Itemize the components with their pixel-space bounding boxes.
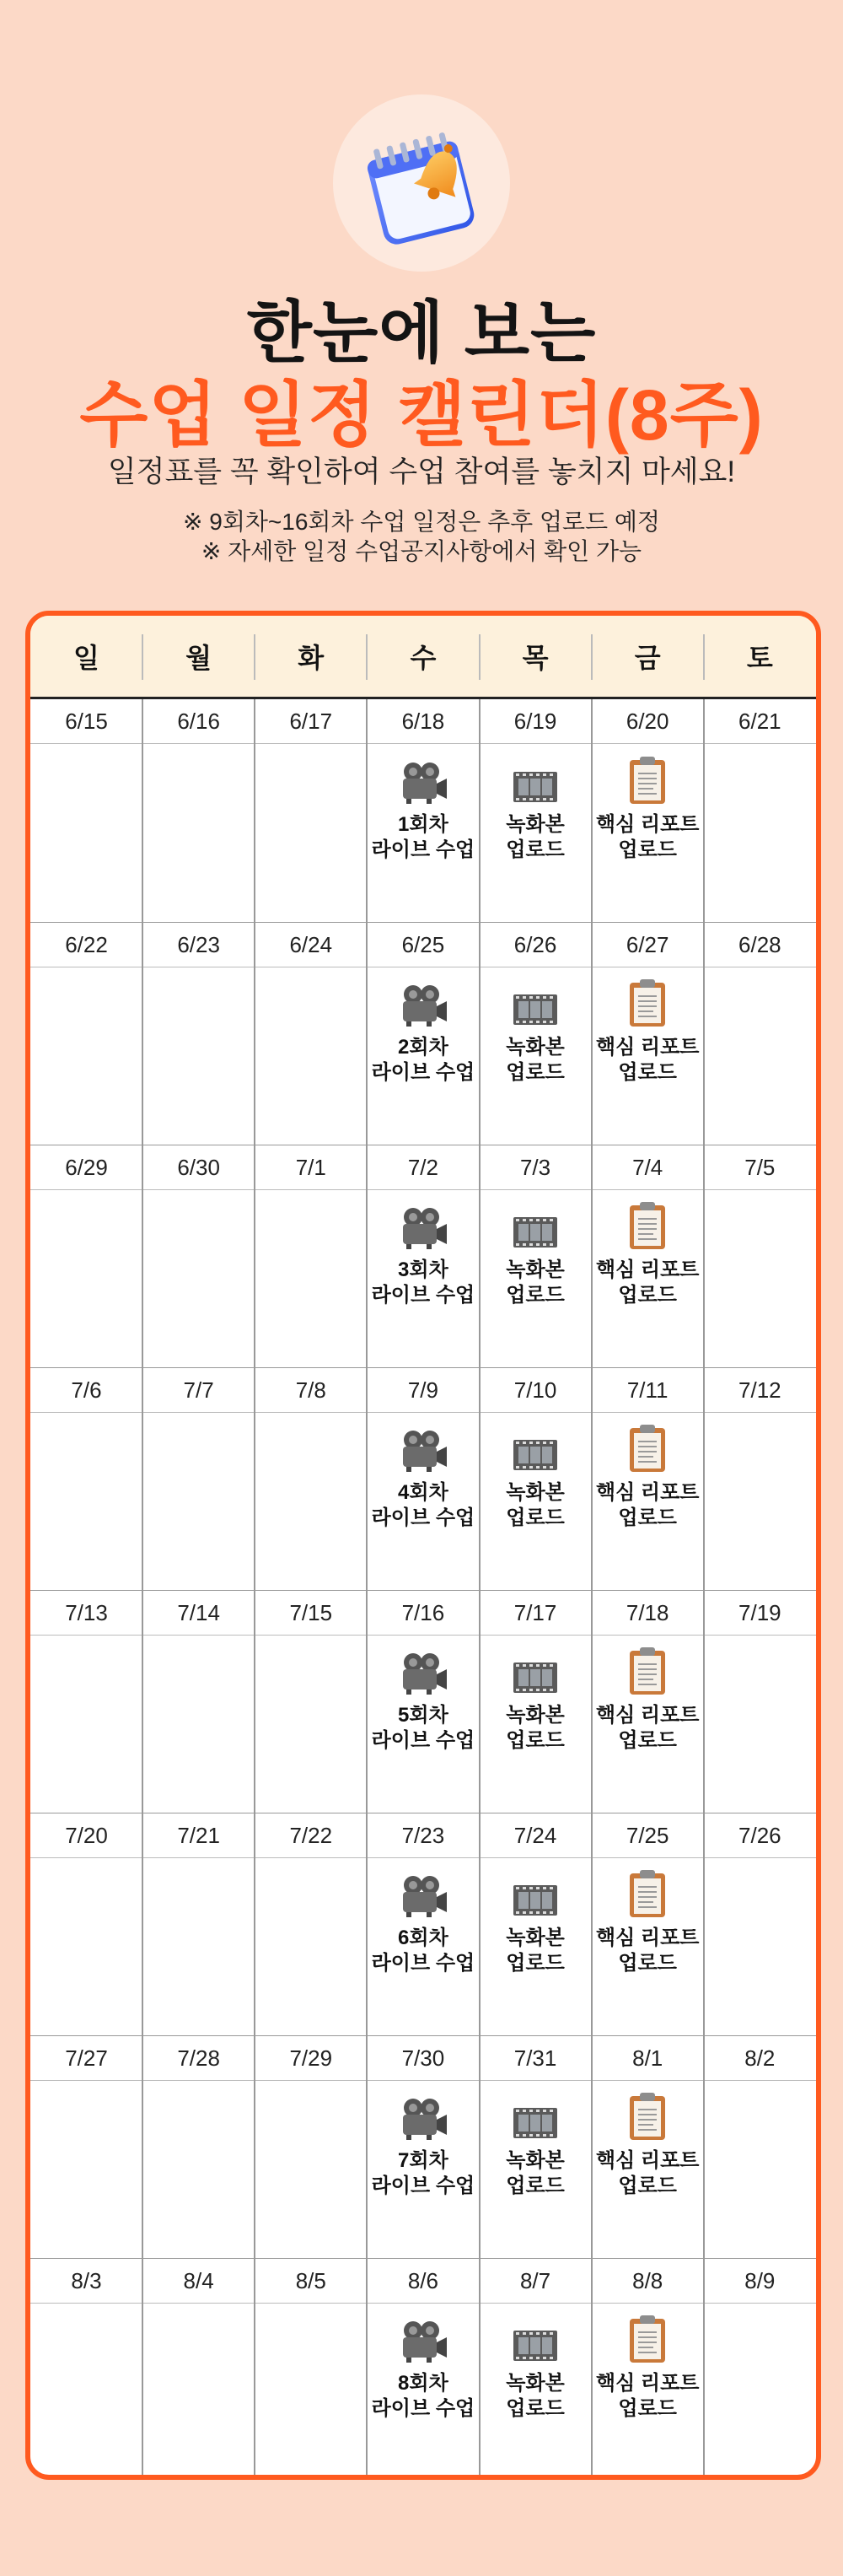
- event-label: 업로드: [618, 1506, 677, 1529]
- week-row: [30, 1590, 816, 1813]
- report-upload-event: [592, 2086, 704, 2199]
- report-upload-event: [592, 750, 704, 863]
- date-cell: 7/8: [295, 1377, 326, 1403]
- recording-upload-event: [480, 973, 592, 1086]
- header-divider: [142, 634, 143, 680]
- date-cell: 7/16: [401, 1599, 445, 1625]
- live-class-event: [367, 1641, 479, 1754]
- event-label: 4회차: [398, 1481, 448, 1504]
- column-divider: [703, 699, 705, 2475]
- clipboard-icon: [592, 973, 704, 1028]
- recording-upload-event: [480, 1863, 592, 1976]
- date-cell: 6/15: [65, 708, 108, 734]
- event-label: 핵심 리포트: [595, 1036, 700, 1059]
- header-divider: [366, 634, 368, 680]
- recording-upload-event: [480, 1195, 592, 1308]
- live-class-event: [367, 1863, 479, 1976]
- date-cell: 7/15: [289, 1599, 333, 1625]
- clipboard-icon: [592, 1418, 704, 1474]
- film-strip-icon: [480, 973, 592, 1028]
- date-cell: 7/10: [513, 1377, 557, 1403]
- date-cell: 7/29: [289, 2045, 333, 2071]
- event-label: 핵심 리포트: [595, 2372, 700, 2395]
- film-strip-icon: [480, 1863, 592, 1919]
- event-label: 핵심 리포트: [595, 813, 700, 836]
- week-row: [30, 1145, 816, 1367]
- event-label: 8회차: [398, 2372, 448, 2395]
- date-cell: 7/18: [626, 1599, 669, 1625]
- movie-camera-icon: [367, 1195, 479, 1251]
- date-cell: 7/22: [289, 1822, 333, 1848]
- date-cell: 7/20: [65, 1822, 108, 1848]
- event-label: 라이브 수업: [371, 2175, 475, 2197]
- column-divider: [254, 699, 255, 2475]
- event-label: 라이브 수업: [371, 1729, 475, 1752]
- event-label: 업로드: [618, 838, 677, 861]
- date-cell: 6/21: [738, 708, 781, 734]
- event-label: 업로드: [618, 1284, 677, 1307]
- event-label: 라이브 수업: [371, 1952, 475, 1975]
- header-divider: [254, 634, 255, 680]
- date-cell: 8/3: [71, 2267, 102, 2293]
- date-cell: 7/28: [177, 2045, 220, 2071]
- recording-upload-event: [480, 1418, 592, 1531]
- clipboard-icon: [592, 2309, 704, 2364]
- movie-camera-icon: [367, 750, 479, 806]
- date-cell: 6/29: [65, 1154, 108, 1180]
- week-row: [30, 699, 816, 922]
- week-row: [30, 1367, 816, 1590]
- column-divider: [142, 699, 143, 2475]
- report-upload-event: [592, 1418, 704, 1531]
- date-cell: 6/22: [65, 931, 108, 957]
- film-strip-icon: [480, 1195, 592, 1251]
- week-row: [30, 2035, 816, 2258]
- movie-camera-icon: [367, 1863, 479, 1919]
- column-divider: [479, 699, 481, 2475]
- date-cell: 6/20: [626, 708, 669, 734]
- page-title-line2: 수업 일정 캘린더(8주): [79, 375, 764, 455]
- date-cell: 7/9: [407, 1377, 438, 1403]
- note-schedule-upload: ※ 9회차~16회차 수업 일정은 추후 업로드 예정: [183, 509, 660, 535]
- event-label: 업로드: [506, 1506, 565, 1529]
- event-label: 라이브 수업: [371, 2397, 475, 2420]
- event-label: 업로드: [506, 2397, 565, 2420]
- event-label: 업로드: [618, 1061, 677, 1084]
- date-cell: 6/23: [177, 931, 220, 957]
- event-label: 업로드: [506, 2175, 565, 2197]
- event-label: 녹화본: [506, 2149, 565, 2172]
- live-class-event: [367, 1418, 479, 1531]
- date-cell: 7/21: [177, 1822, 220, 1848]
- recording-upload-event: [480, 2086, 592, 2199]
- live-class-event: [367, 973, 479, 1086]
- weekday-header: 월: [185, 643, 212, 673]
- date-cell: 8/1: [632, 2045, 663, 2071]
- date-cell: 6/24: [289, 931, 333, 957]
- movie-camera-icon: [367, 1418, 479, 1474]
- subtitle: 일정표를 꼭 확인하여 수업 참여를 놓치지 마세요!: [107, 455, 736, 488]
- report-upload-event: [592, 1195, 704, 1308]
- movie-camera-icon: [367, 973, 479, 1028]
- event-label: 녹화본: [506, 813, 565, 836]
- event-label: 5회차: [398, 1704, 448, 1727]
- weekday-header: 수: [410, 643, 437, 673]
- date-cell: 7/26: [738, 1822, 781, 1848]
- date-cell: 7/12: [738, 1377, 781, 1403]
- live-class-event: [367, 750, 479, 863]
- clipboard-icon: [592, 1195, 704, 1251]
- event-label: 핵심 리포트: [595, 1927, 700, 1949]
- clipboard-icon: [592, 1863, 704, 1919]
- report-upload-event: [592, 973, 704, 1086]
- date-cell: 7/24: [513, 1822, 557, 1848]
- event-label: 2회차: [398, 1036, 448, 1059]
- date-cell: 8/8: [632, 2267, 663, 2293]
- column-divider: [366, 699, 368, 2475]
- date-row: [30, 1590, 816, 1636]
- live-class-event: [367, 1195, 479, 1308]
- date-cell: 6/17: [289, 708, 333, 734]
- header-divider: [479, 634, 481, 680]
- event-label: 녹화본: [506, 1927, 565, 1949]
- date-cell: 6/18: [401, 708, 445, 734]
- page-title-line1: 한눈에 보는: [246, 295, 597, 370]
- event-label: 3회차: [398, 1258, 448, 1281]
- movie-camera-icon: [367, 1641, 479, 1696]
- week-row: [30, 1813, 816, 2035]
- event-label: 핵심 리포트: [595, 1258, 700, 1281]
- event-label: 업로드: [618, 1952, 677, 1975]
- date-row: [30, 922, 816, 967]
- date-cell: 7/3: [519, 1154, 551, 1180]
- date-cell: 8/2: [744, 2045, 776, 2071]
- header-divider: [591, 634, 593, 680]
- week-row: [30, 922, 816, 1145]
- date-cell: 6/25: [401, 931, 445, 957]
- event-label: 라이브 수업: [371, 1284, 475, 1307]
- header-divider: [703, 634, 705, 680]
- film-strip-icon: [480, 2309, 592, 2364]
- event-label: 업로드: [506, 1952, 565, 1975]
- date-cell: 8/5: [295, 2267, 326, 2293]
- date-cell: 8/7: [519, 2267, 551, 2293]
- date-cell: 7/25: [626, 1822, 669, 1848]
- date-cell: 8/9: [744, 2267, 776, 2293]
- date-cell: 7/6: [71, 1377, 102, 1403]
- live-class-event: [367, 2309, 479, 2422]
- film-strip-icon: [480, 1641, 592, 1696]
- weekday-header: 토: [746, 643, 773, 673]
- event-label: 녹화본: [506, 1258, 565, 1281]
- date-cell: 7/2: [407, 1154, 438, 1180]
- report-upload-event: [592, 1641, 704, 1754]
- date-cell: 7/5: [744, 1154, 776, 1180]
- event-label: 라이브 수업: [371, 1506, 475, 1529]
- event-label: 녹화본: [506, 1036, 565, 1059]
- column-divider: [591, 699, 593, 2475]
- event-label: 라이브 수업: [371, 1061, 475, 1084]
- event-label: 업로드: [506, 838, 565, 861]
- film-strip-icon: [480, 2086, 592, 2142]
- weekday-header: 일: [73, 643, 99, 673]
- week-row: [30, 2258, 816, 2480]
- date-cell: 7/23: [401, 1822, 445, 1848]
- event-label: 6회차: [398, 1927, 448, 1949]
- weekday-header: 금: [634, 643, 661, 673]
- event-label: 업로드: [506, 1729, 565, 1752]
- event-label: 업로드: [506, 1284, 565, 1307]
- date-cell: 7/14: [177, 1599, 220, 1625]
- date-row: [30, 699, 816, 744]
- report-upload-event: [592, 2309, 704, 2422]
- event-label: 업로드: [618, 2397, 677, 2420]
- event-label: 핵심 리포트: [595, 2149, 700, 2172]
- weekday-header: 화: [298, 643, 325, 673]
- date-cell: 6/28: [738, 931, 781, 957]
- date-cell: 8/6: [407, 2267, 438, 2293]
- date-row: [30, 2035, 816, 2081]
- date-cell: 6/30: [177, 1154, 220, 1180]
- event-label: 업로드: [618, 2175, 677, 2197]
- recording-upload-event: [480, 750, 592, 863]
- weekday-header-row: [30, 616, 816, 699]
- event-label: 핵심 리포트: [595, 1481, 700, 1504]
- date-cell: 8/4: [183, 2267, 214, 2293]
- event-label: 녹화본: [506, 2372, 565, 2395]
- date-cell: 7/31: [513, 2045, 557, 2071]
- date-row: [30, 1145, 816, 1190]
- event-label: 업로드: [618, 1729, 677, 1752]
- event-label: 녹화본: [506, 1704, 565, 1727]
- event-label: 업로드: [506, 1061, 565, 1084]
- date-cell: 6/27: [626, 931, 669, 957]
- date-row: [30, 1367, 816, 1413]
- event-label: 녹화본: [506, 1481, 565, 1504]
- date-cell: 7/13: [65, 1599, 108, 1625]
- event-label: 라이브 수업: [371, 838, 475, 861]
- date-cell: 7/11: [626, 1377, 668, 1403]
- event-label: 핵심 리포트: [595, 1704, 700, 1727]
- date-cell: 7/4: [632, 1154, 663, 1180]
- movie-camera-icon: [367, 2086, 479, 2142]
- date-cell: 7/27: [65, 2045, 108, 2071]
- movie-camera-icon: [367, 2309, 479, 2364]
- date-cell: 7/1: [295, 1154, 326, 1180]
- film-strip-icon: [480, 750, 592, 806]
- date-row: [30, 1813, 816, 1858]
- date-cell: 7/7: [183, 1377, 214, 1403]
- recording-upload-event: [480, 1641, 592, 1754]
- weekday-header: 목: [522, 643, 549, 673]
- event-label: 7회차: [398, 2149, 448, 2172]
- date-cell: 7/17: [513, 1599, 557, 1625]
- date-cell: 6/19: [513, 708, 557, 734]
- live-class-event: [367, 2086, 479, 2199]
- calendar: [25, 611, 821, 2480]
- note-details: ※ 자세한 일정 수업공지사항에서 확인 가능: [201, 538, 642, 564]
- event-label: 1회차: [398, 813, 448, 836]
- date-cell: 7/19: [738, 1599, 781, 1625]
- report-upload-event: [592, 1863, 704, 1976]
- calendar-bell-icon: [333, 94, 510, 272]
- date-cell: 6/26: [513, 931, 557, 957]
- film-strip-icon: [480, 1418, 592, 1474]
- clipboard-icon: [592, 1641, 704, 1696]
- clipboard-icon: [592, 750, 704, 806]
- clipboard-icon: [592, 2086, 704, 2142]
- recording-upload-event: [480, 2309, 592, 2422]
- date-cell: 7/30: [401, 2045, 445, 2071]
- date-row: [30, 2258, 816, 2304]
- date-cell: 6/16: [177, 708, 220, 734]
